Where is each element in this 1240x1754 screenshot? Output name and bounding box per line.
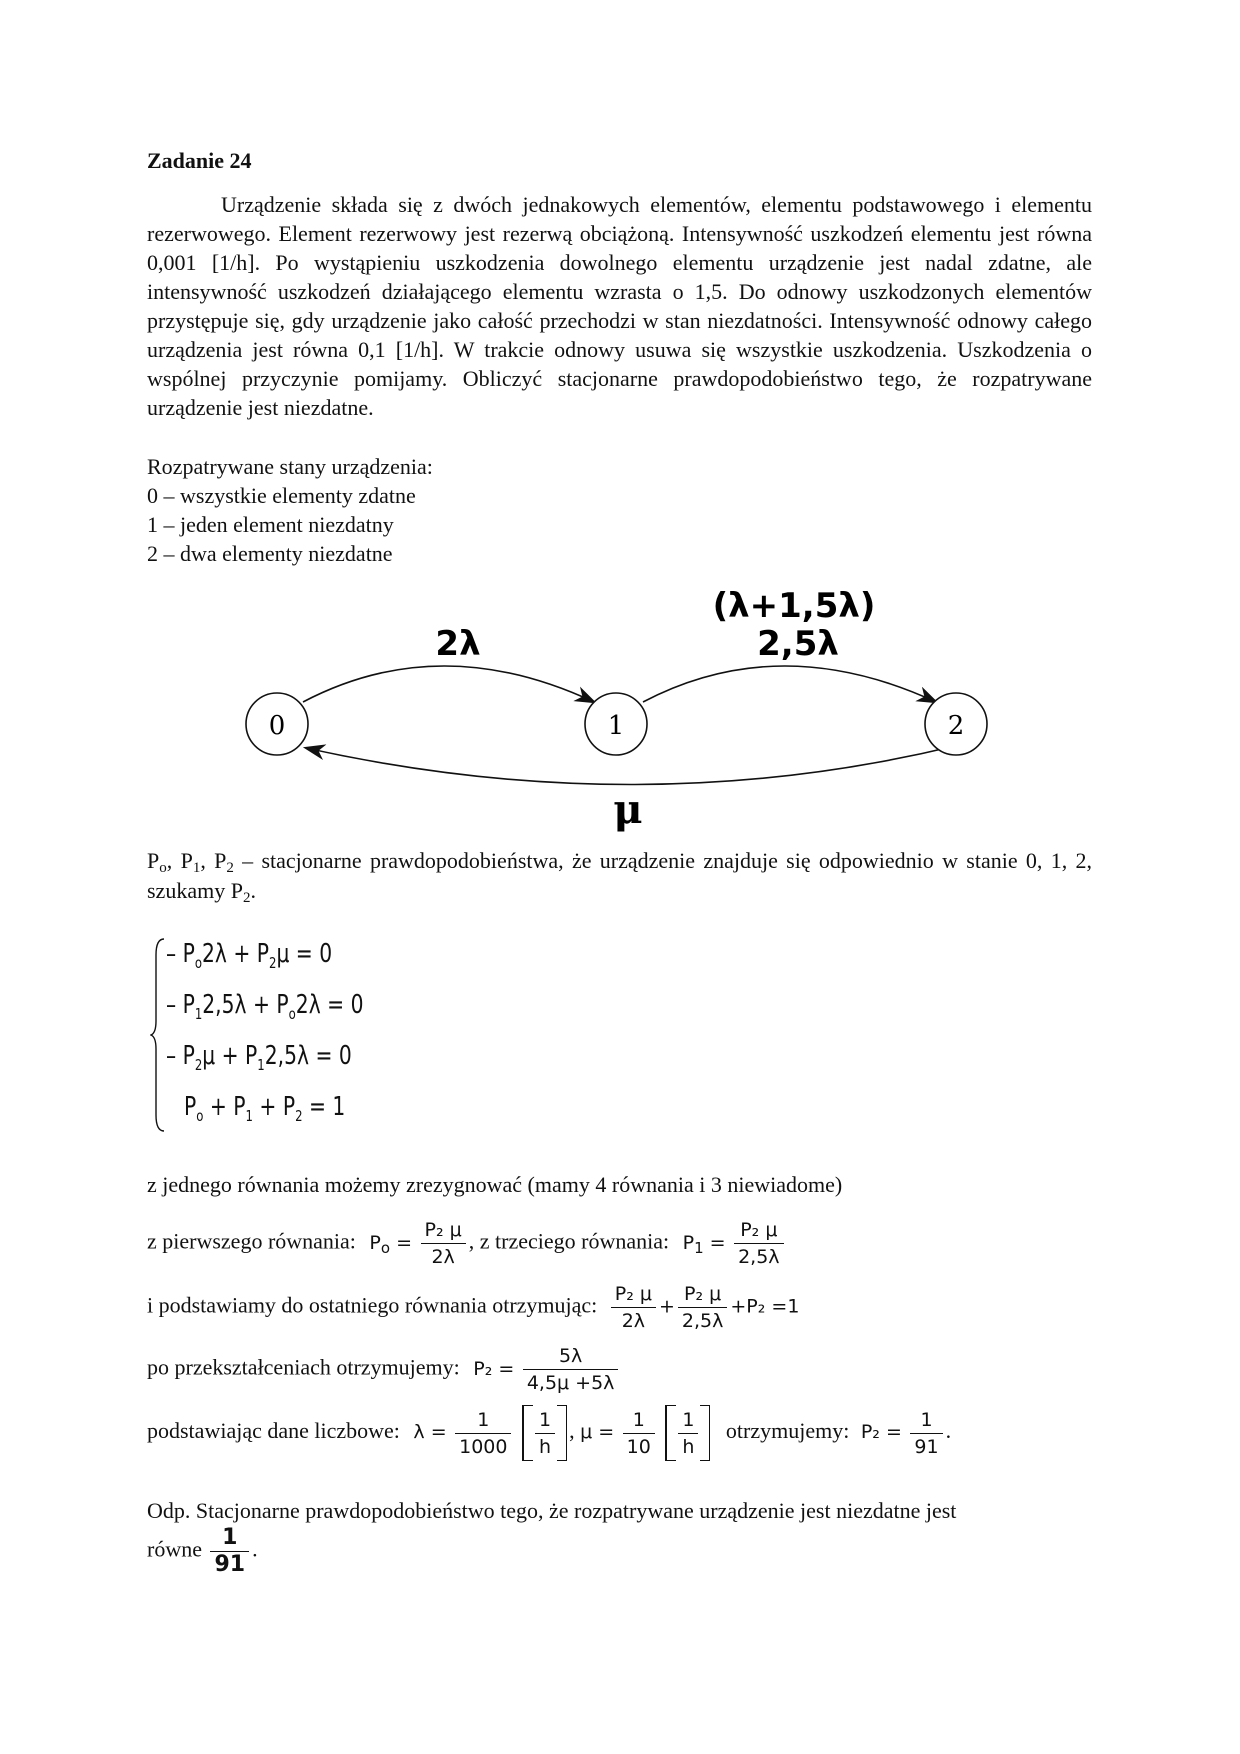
fraction-b: $\frac{\text{P₂ μ}}{2,5\lambda}$: [678, 1282, 727, 1333]
fraction-a: $\frac{\text{P₂ μ}}{2\lambda}$: [611, 1282, 656, 1333]
node-1-label: 1: [607, 711, 625, 741]
fraction-mu: $\frac{1}{10}$: [623, 1408, 655, 1459]
answer-fraction: $\frac{1}{91}$: [210, 1526, 249, 1577]
fraction-p2: $\frac{5\lambda}{4,5\mu +5\lambda}$: [523, 1344, 619, 1395]
step-4: podstawiając dane liczbowe: λ = $\frac{1}{1000}$ $\frac{1}{h}$ , μ = $\frac{1}{10}$ $\frac{1}{h}$ otrzymujemy: P₂ = $\frac{1}{91}$ .: [147, 1405, 951, 1461]
step-1: z pierwszego równania: $P_o$ = $\frac{\text{P₂ μ}}{2\lambda}$ , z trzeciego równania: $P_1$ = $\frac{\text{P₂ μ}}{2,5\lambda}$: [147, 1218, 787, 1269]
fraction-p0: $\frac{\text{P₂ μ}}{2\lambda}$: [421, 1218, 466, 1269]
state-transition-diagram: [0, 0, 1240, 850]
edge-1-2: [643, 666, 936, 702]
states-heading: Rozpatrywane stany urządzenia:: [147, 454, 433, 479]
fraction-p1: $\frac{\text{P₂ μ}}{2,5\lambda}$: [734, 1218, 783, 1269]
edge-0-1: [303, 666, 594, 702]
edge-1-2-label-top: (λ+1,5λ): [712, 586, 876, 626]
node-0-label: 0: [268, 711, 286, 741]
fraction-lambda: $\frac{1}{1000}$: [455, 1408, 511, 1459]
unit-fraction-1: $\frac{1}{h}$: [535, 1408, 555, 1459]
edge-2-0-label: μ: [613, 786, 643, 833]
unit-fraction-2: $\frac{1}{h}$: [678, 1408, 698, 1459]
equation-4: $P_o + P_1 + P_2 = 1$: [184, 1092, 346, 1125]
edge-0-1-label: 2λ: [435, 624, 481, 664]
task-title: Zadanie 24: [147, 148, 252, 173]
equation-2: – $P_12,5\lambda + P_o2\lambda = 0$: [166, 990, 364, 1023]
probability-definition: $P_o$, $P_1$, $P_2$ – stacjonarne prawdopodobieństwa, że urządzenie znajduje się odpowiednio w stanie 0, 1, 2, szukamy $P_2$.: [147, 848, 1093, 906]
equation-3: – $P_2\mu + P_12,5\lambda = 0$: [166, 1041, 352, 1074]
fraction-result: $\frac{1}{91}$: [910, 1408, 942, 1459]
node-2-label: 2: [947, 711, 965, 741]
edge-1-2-label: 2,5λ: [757, 624, 839, 664]
state-2: 2 – dwa elementy niezdatne: [147, 541, 393, 566]
state-0: 0 – wszystkie elementy zdatne: [147, 483, 416, 508]
problem-text: Urządzenie składa się z dwóch jednakowych elementów, elementu podstawowego i elementu rezerwowego. Element rezerwowy jest rezerwą obciążoną. Intensywność uszkodzeń elementu jest równa 0,001 [1/h]. Po wystąpieniu uszkodzenia dowolnego elementu urządzenie jest nadal zdatne, ale intensywność uszkodzeń działającego elementu wzrasta o 1,5. Do odnowy uszkodzonych elementów przystępuje się, gdy urządzenie jako całość przechodzi w stan niezdatności. Intensywność odnowy całego urządzenia jest równa 0,1 [1/h]. W trakcie odnowy usuwa się wszystkie uszkodzenia. Uszkodzenia o wspólnej przyczynie pomijamy. Obliczyć stacjonarne prawdopodobieństwo tego, że rozpatrywane urządzenie jest niezdatne.: [147, 192, 1092, 420]
answer: Odp. Stacjonarne prawdopodobieństwo tego, że rozpatrywane urządzenie jest niezdatne jest równe $\frac{1}{91}$ .: [147, 1498, 957, 1577]
equation-1: – $P_o2\lambda + P_2\mu = 0$: [166, 939, 333, 972]
step-3: po przekształceniach otrzymujemy: P₂ = $\frac{5\lambda}{4,5\mu +5\lambda}$: [147, 1344, 621, 1395]
note-line: z jednego równania możemy zrezygnować (mamy 4 równania i 3 niewiadome): [147, 1172, 843, 1197]
equation-system: [150, 935, 490, 1135]
state-1: 1 – jeden element niezdatny: [147, 512, 394, 537]
step-2: i podstawiamy do ostatniego równania otrzymując: $\frac{\text{P₂ μ}}{2\lambda}$ + $\frac{\text{P₂ μ}}{2,5\lambda}$ +P₂ =1: [147, 1283, 800, 1332]
